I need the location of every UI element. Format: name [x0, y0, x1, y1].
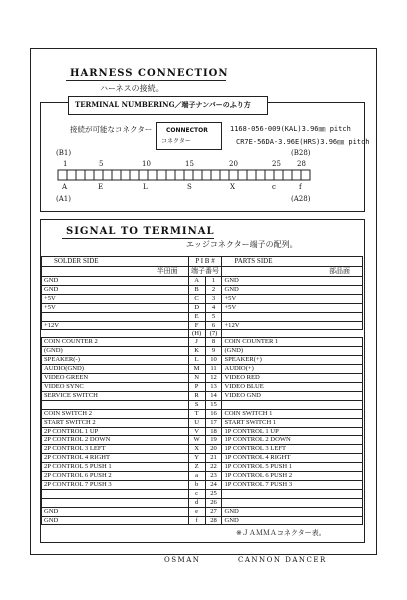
- table-row: [42, 312, 363, 321]
- table-row: [42, 472, 363, 481]
- table-row: [42, 303, 363, 312]
- parts-cell: [222, 400, 363, 409]
- pin-letter-cell: U: [188, 418, 205, 427]
- pin-letter-cell: K: [188, 347, 205, 356]
- connector-label: 接続が可能なコネクター: [70, 125, 153, 134]
- pin-number-cell: 27: [205, 507, 222, 516]
- harness-subtitle: ハーネスの接続。: [100, 84, 164, 93]
- connector-tag-box: [156, 122, 222, 150]
- pin-letter-cell: e: [188, 507, 205, 516]
- pin-letter-cell: a: [188, 472, 205, 481]
- pin-letter-e: E: [98, 183, 104, 191]
- table-header-row: [42, 257, 363, 267]
- header-solder-jp: 半田面: [42, 267, 189, 277]
- pin-letter-cell: M: [188, 365, 205, 374]
- solder-cell: GND: [42, 507, 189, 516]
- table-row: [42, 347, 363, 356]
- pin-letter-cell: T: [188, 409, 205, 418]
- parts-cell: +5V: [222, 294, 363, 303]
- table-row: [42, 382, 363, 391]
- table-row: [42, 277, 363, 286]
- pin-number-cell: 21: [205, 454, 222, 463]
- pin-number-5: 5: [99, 160, 104, 168]
- parts-cell: [222, 312, 363, 321]
- solder-cell: START SWITCH 2: [42, 418, 189, 427]
- parts-cell: 1P CONTROL 3 LEFT: [222, 445, 363, 454]
- signal-title: SIGNAL TO TERMINAL: [66, 226, 215, 237]
- parts-cell: 1P CONTROL 7 PUSH 3: [222, 480, 363, 489]
- pin-letter-c: c: [272, 183, 276, 191]
- pin-letter-cell: B: [188, 285, 205, 294]
- pin-number-cell: 25: [205, 489, 222, 498]
- pin-letter-cell: E: [188, 312, 205, 321]
- pin-letter-cell: N: [188, 374, 205, 383]
- pin-number-cell: 12: [205, 374, 222, 383]
- solder-cell: GND: [42, 516, 189, 525]
- table-row: [42, 338, 363, 347]
- pin-letter-cell: X: [188, 445, 205, 454]
- label-b28: (B28): [291, 149, 311, 157]
- parts-cell: GND: [222, 277, 363, 286]
- label-b1: (B1): [56, 149, 72, 157]
- pin-letter-s: S: [187, 183, 192, 191]
- solder-cell: 2P CONTROL 5 PUSH 1: [42, 463, 189, 472]
- solder-cell: 2P CONTROL 2 DOWN: [42, 436, 189, 445]
- table-row: [42, 507, 363, 516]
- parts-cell: GND: [222, 516, 363, 525]
- table-row: [42, 454, 363, 463]
- pin-number-cell: 4: [205, 303, 222, 312]
- signal-subtitle: エッジコネクター端子の配列。: [186, 240, 298, 249]
- pin-number-cell: 20: [205, 445, 222, 454]
- pin-number-28: 28: [297, 160, 306, 168]
- pin-letter-cell: S: [188, 400, 205, 409]
- pin-letter-cell: F: [188, 321, 205, 330]
- pin-letter-cell: Z: [188, 463, 205, 472]
- label-a28: (A28): [291, 195, 311, 203]
- solder-cell: VIDEO SYNC: [42, 382, 189, 391]
- parts-cell: VIDEO RED: [222, 374, 363, 383]
- edge-connector-diagram: [50, 168, 320, 182]
- pin-number-cell: 5: [205, 312, 222, 321]
- pin-number-cell: 13: [205, 382, 222, 391]
- table-row: [42, 418, 363, 427]
- connector-tag-jp: コネクター: [161, 138, 191, 145]
- pin-number-cell: 1: [205, 277, 222, 286]
- pin-number-cell: 8: [205, 338, 222, 347]
- parts-cell: [222, 489, 363, 498]
- pin-letter-cell: A: [188, 277, 205, 286]
- solder-cell: 2P CONTROL 7 PUSH 3: [42, 480, 189, 489]
- terminal-numbering-box: [40, 102, 365, 212]
- harness-title-underline: [66, 80, 226, 81]
- solder-cell: VIDEO GREEN: [42, 374, 189, 383]
- terminal-numbering-title-box: [68, 96, 268, 115]
- table-row: [42, 436, 363, 445]
- key-separator-row: [42, 330, 363, 338]
- solder-cell: GND: [42, 285, 189, 294]
- solder-cell: SERVICE SWITCH: [42, 391, 189, 400]
- solder-cell: [42, 498, 189, 507]
- connector-tag: CONNECTOR: [166, 127, 208, 134]
- pin-number-cell: 9: [205, 347, 222, 356]
- pin-letter-cell: W: [188, 436, 205, 445]
- key-number-cell: (7): [205, 330, 222, 338]
- table-row: [42, 374, 363, 383]
- pin-number-cell: 15: [205, 400, 222, 409]
- separator-blank: [222, 330, 363, 338]
- parts-cell: +5V: [222, 303, 363, 312]
- pin-letter-cell: R: [188, 391, 205, 400]
- pin-number-cell: 17: [205, 418, 222, 427]
- parts-cell: (GND): [222, 347, 363, 356]
- parts-cell: 1P CONTROL 6 PUSH 2: [222, 472, 363, 481]
- parts-cell: VIDEO GND: [222, 391, 363, 400]
- pin-letter-cell: P: [188, 382, 205, 391]
- solder-cell: SPEAKER(-): [42, 356, 189, 365]
- header-parts-side: PARTS SIDE: [222, 257, 363, 267]
- pin-letter-f: f: [299, 183, 302, 191]
- parts-cell: SPEAKER(+): [222, 356, 363, 365]
- label-a1: (A1): [56, 195, 71, 203]
- terminal-numbering-title: TERMINAL NUMBERING／端子ナンバーのふり方: [75, 100, 251, 109]
- separator-blank: [42, 330, 189, 338]
- connector-model-1: 1168-056-009(KAL)3.96㎜ pitch: [230, 125, 351, 133]
- parts-cell: +12V: [222, 321, 363, 330]
- footer-maker: OSMAN: [164, 556, 201, 564]
- pin-number-10: 10: [142, 160, 151, 168]
- parts-cell: 1P CONTROL 4 RIGHT: [222, 454, 363, 463]
- table-row: [42, 427, 363, 436]
- parts-cell: COIN SWITCH 1: [222, 409, 363, 418]
- pin-letter-cell: J: [188, 338, 205, 347]
- pin-number-1: 1: [63, 160, 68, 168]
- signal-table: [41, 256, 363, 525]
- pin-number-cell: 10: [205, 356, 222, 365]
- pin-number-cell: 22: [205, 463, 222, 472]
- pin-number-25: 25: [272, 160, 281, 168]
- pin-letter-cell: b: [188, 480, 205, 489]
- solder-cell: COIN COUNTER 2: [42, 338, 189, 347]
- pin-number-cell: 6: [205, 321, 222, 330]
- header-solder-side: SOLDER SIDE: [42, 257, 189, 267]
- header-parts-jp: 部品面: [222, 267, 363, 277]
- solder-cell: (GND): [42, 347, 189, 356]
- solder-cell: 2P CONTROL 3 LEFT: [42, 445, 189, 454]
- parts-cell: GND: [222, 285, 363, 294]
- header-pib-jp: 端子番号: [188, 267, 222, 277]
- parts-cell: 1P CONTROL 1 UP: [222, 427, 363, 436]
- pin-number-20: 20: [229, 160, 238, 168]
- pin-letter-cell: c: [188, 489, 205, 498]
- parts-cell: 1P CONTROL 5 PUSH 1: [222, 463, 363, 472]
- table-row: [42, 356, 363, 365]
- pin-number-cell: 24: [205, 480, 222, 489]
- table-row: [42, 498, 363, 507]
- pin-letter-cell: C: [188, 294, 205, 303]
- table-row: [42, 400, 363, 409]
- solder-cell: COIN SWITCH 2: [42, 409, 189, 418]
- pin-number-cell: 14: [205, 391, 222, 400]
- pin-number-cell: 16: [205, 409, 222, 418]
- table-row: [42, 409, 363, 418]
- pin-letter-cell: d: [188, 498, 205, 507]
- pin-number-cell: 19: [205, 436, 222, 445]
- pin-number-cell: 2: [205, 285, 222, 294]
- signal-title-underline: [62, 238, 214, 239]
- pin-number-cell: 28: [205, 516, 222, 525]
- solder-cell: +5V: [42, 294, 189, 303]
- parts-cell: COIN COUNTER 1: [222, 338, 363, 347]
- harness-title: HARNESS CONNECTION: [70, 68, 229, 79]
- table-row: [42, 285, 363, 294]
- table-row: [42, 463, 363, 472]
- table-row: [42, 365, 363, 374]
- pin-letter-cell: V: [188, 427, 205, 436]
- solder-cell: [42, 312, 189, 321]
- solder-cell: 2P CONTROL 6 PUSH 2: [42, 472, 189, 481]
- table-row: [42, 321, 363, 330]
- table-row: [42, 480, 363, 489]
- header-pib: P I B #: [188, 257, 222, 267]
- table-row: [42, 516, 363, 525]
- pin-letter-cell: f: [188, 516, 205, 525]
- solder-cell: [42, 489, 189, 498]
- footer-game: CANNON DANCER: [238, 556, 327, 564]
- pin-letter-cell: L: [188, 356, 205, 365]
- table-row: [42, 445, 363, 454]
- parts-cell: GND: [222, 507, 363, 516]
- pin-number-cell: 26: [205, 498, 222, 507]
- pin-number-cell: 23: [205, 472, 222, 481]
- pin-number-cell: 3: [205, 294, 222, 303]
- pin-letter-cell: D: [188, 303, 205, 312]
- pin-number-cell: 11: [205, 365, 222, 374]
- solder-cell: 2P CONTROL 1 UP: [42, 427, 189, 436]
- pin-letter-l: L: [143, 183, 148, 191]
- parts-cell: VIDEO BLUE: [222, 382, 363, 391]
- solder-cell: +5V: [42, 303, 189, 312]
- solder-cell: 2P CONTROL 4 RIGHT: [42, 454, 189, 463]
- parts-cell: [222, 498, 363, 507]
- solder-cell: +12V: [42, 321, 189, 330]
- solder-cell: GND: [42, 277, 189, 286]
- parts-cell: 1P CONTROL 2 DOWN: [222, 436, 363, 445]
- parts-cell: START SWITCH 1: [222, 418, 363, 427]
- pin-letter-x: X: [230, 183, 235, 191]
- solder-cell: AUDIO(GND): [42, 365, 189, 374]
- connector-model-2: CR7E-56DA-3.96E(HRS)3.96㎜ pitch: [236, 138, 370, 146]
- table-row: [42, 294, 363, 303]
- pin-number-15: 15: [185, 160, 194, 168]
- pin-letter-a: A: [62, 183, 68, 191]
- table-header-row-jp: [42, 267, 363, 277]
- key-letter-cell: (H): [188, 330, 205, 338]
- parts-cell: AUDIO(+): [222, 365, 363, 374]
- pin-letter-cell: Y: [188, 454, 205, 463]
- pin-number-cell: 18: [205, 427, 222, 436]
- solder-cell: [42, 400, 189, 409]
- table-row: [42, 391, 363, 400]
- table-row: [42, 489, 363, 498]
- jamma-footnote: ※ＪＡＭＭＡコネクター表。: [236, 529, 326, 537]
